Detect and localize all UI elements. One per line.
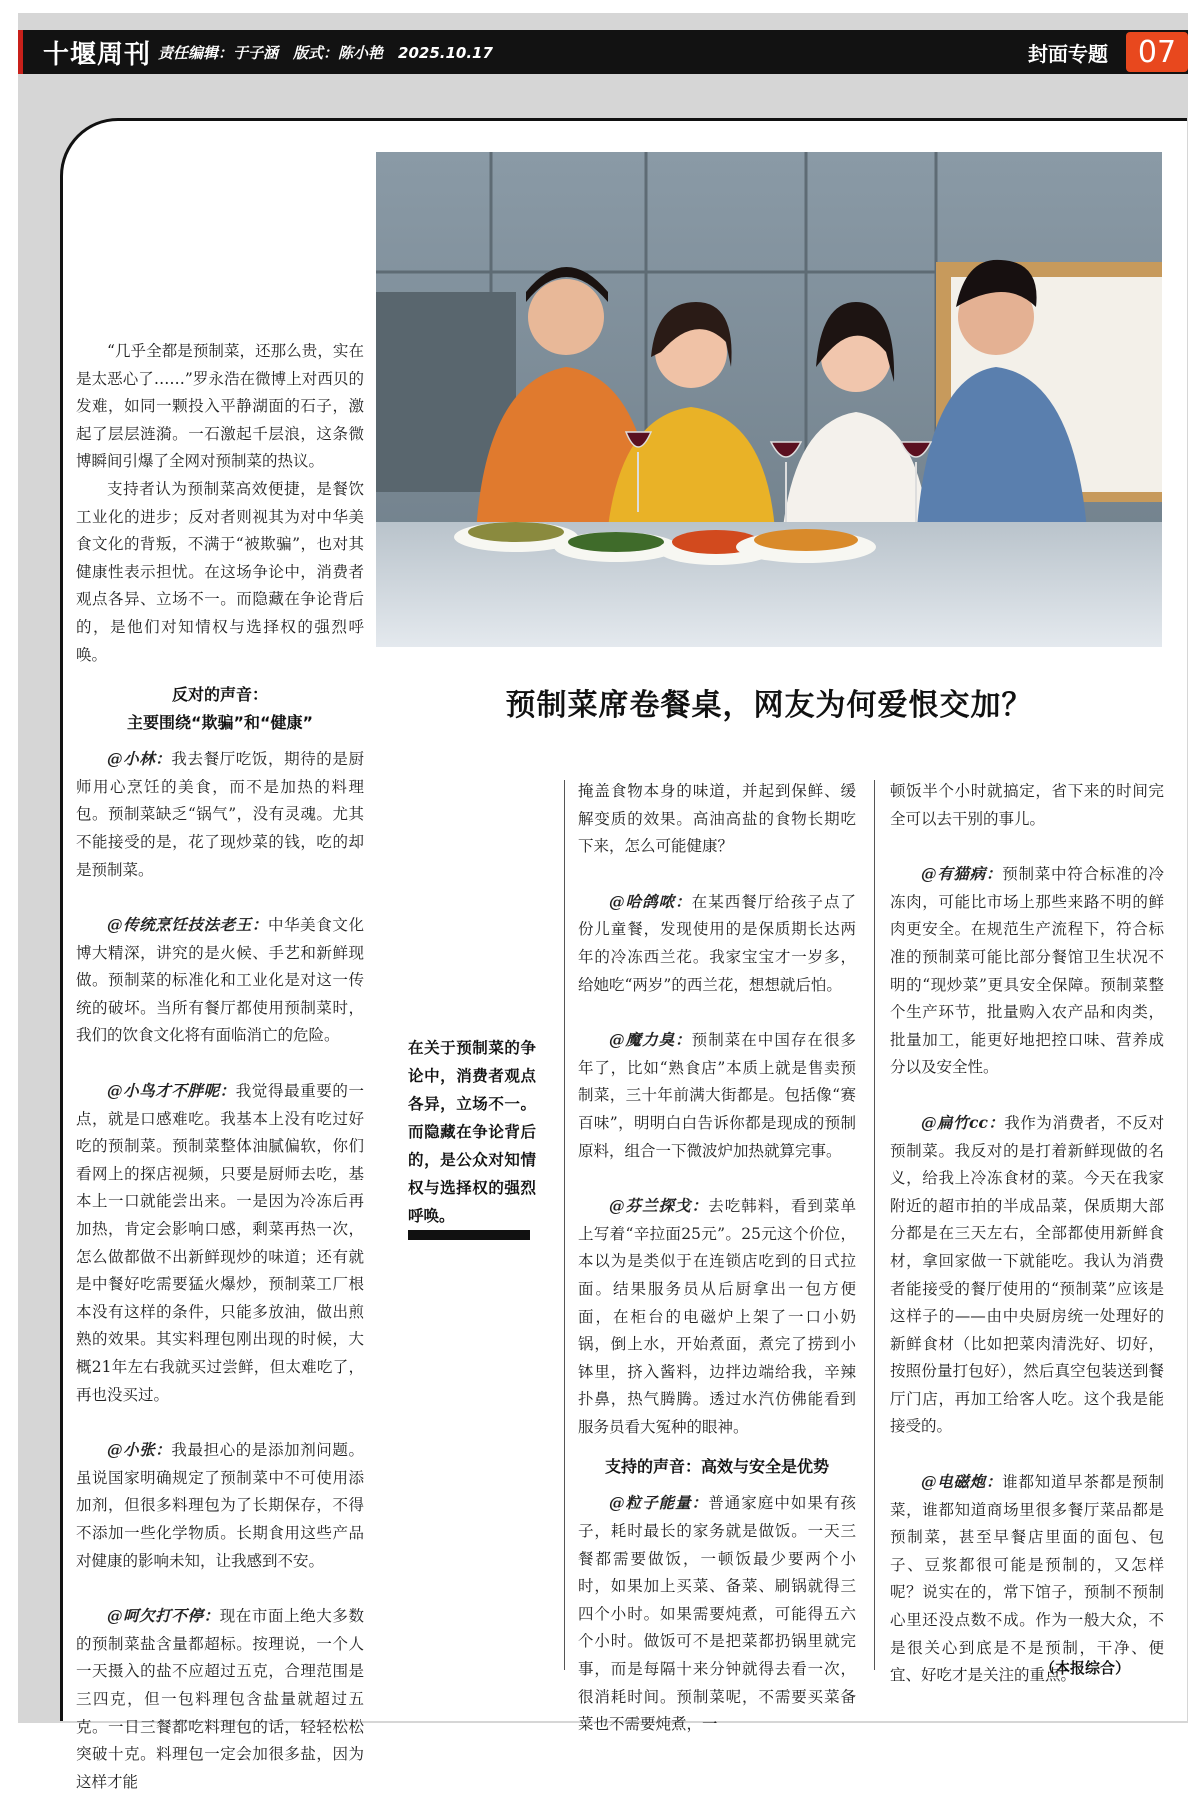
comment-author: @呵欠打不停：: [107, 1606, 220, 1626]
oppose-heading-line2: 主要围绕“欺骗”和“健康”: [126, 713, 314, 733]
comment-text: 预制菜中符合标准的冷冻肉，可能比市场上那些来路不明的鲜肉更安全。在规范生产流程下，符合标准的预制菜可能比部分餐馆卫生状况不明的“现炒菜”更具安全保障。预制菜整个生产环节，批量购入农产品和肉类，批量加工，能更好地把控口味、营养成分以及安全性。: [890, 865, 1164, 1077]
comment-author: @小张：: [107, 1440, 172, 1460]
comment-paragraph: [578, 1192, 856, 1441]
editor-credits: 责任编辑：于子涵 版式：陈小艳 2025.10.17: [158, 43, 493, 62]
masthead: [18, 30, 161, 74]
pull-quote-bar: [408, 1230, 530, 1240]
column-divider: [564, 780, 565, 1670]
page-header: [18, 30, 1188, 74]
comment-author: @扁竹cc：: [921, 1112, 1005, 1132]
continued-paragraph: 掩盖食物本身的味道，并起到保鲜、缓解变质的效果。高油高盐的食物长期吃下来，怎么可能健康？: [578, 782, 856, 856]
section-title: 封面专题: [1028, 41, 1108, 66]
intro-paragraph: 支持者认为预制菜高效便捷，是餐饮工业化的进步；反对者则视其为对中华美食文化的背叛，不满于“被欺骗”，也对其健康性表示担忧。在这场争论中，消费者观点各异、立场不一。而隐藏在争论背后的，是他们对知情权与选择权的强烈呼唤。: [76, 479, 364, 664]
comment-author: @芬兰探戈：: [609, 1196, 709, 1216]
comment-paragraph: [578, 1026, 856, 1165]
comment-paragraph: [890, 1109, 1164, 1441]
comment-author: @魔力臭：: [609, 1030, 692, 1050]
comment-text: 预制菜在中国存在很多年了，比如“熟食店”本质上就是售卖预制菜，三十年前满大街都是。包括像“赛百味”，明明白白告诉你都是现成的预制原料，组合一下微波炉加热就算完事。: [578, 1031, 856, 1160]
comment-text: 我去餐厅吃饭，期待的是厨师用心烹饪的美食，而不是加热的料理包。预制菜缺乏“锅气”，没有灵魂。尤其不能接受的是，花了现炒菜的钱，吃的却是预制菜。: [76, 750, 364, 879]
intro-paragraph: “几乎全都是预制菜，还那么贵，实在是太恶心了……”罗永浩在微博上对西贝的发难，如同一颗投入平静湖面的石子，激起了层层涟漪。一石激起千层浪，这条微博瞬间引爆了全网对预制菜的热议。: [76, 342, 364, 471]
pull-quote: 在关于预制菜的争论中，消费者观点各异，立场不一。而隐藏在争论背后的，是公众对知情权与选择权的强烈呼唤。: [408, 1039, 536, 1225]
page-number: 07: [1126, 32, 1188, 72]
comment-text: 在某西餐厅给孩子点了份儿童餐，发现使用的是保质期长达两年的冷冻西兰花。我家宝宝才一岁多，给她吃“两岁”的西兰花，想想就后怕。: [578, 892, 856, 994]
comment-paragraph: [76, 911, 364, 1050]
comment-text: 普通家庭中如果有孩子，耗时最长的家务就是做饭。一天三餐都需要做饭，一顿饭最少要两个小时，如果加上买菜、备菜、刷锅就得三四个小时。如果需要炖煮，可能得五六个小时。做饭可不是把菜都扔锅里就完事，而是每隔十来分钟就得去看一次，很消耗时间。预制菜呢，不需要买菜备菜也不需要炖煮，一: [578, 1494, 856, 1734]
comment-paragraph: [578, 888, 856, 999]
support-heading: 支持的声音：高效与安全是优势: [604, 1457, 829, 1477]
comment-author: @小林：: [107, 749, 172, 769]
cover-photo: [376, 152, 1162, 647]
comment-text: 我作为消费者，不反对预制菜。我反对的是打着新鲜现做的名义，给我上冷冻食材的菜。今天在我家附近的超市拍的半成品菜，保质期大部分都是在三天左右，全部都使用新鲜食材，拿回家做一下就能吃。我认为消费者能接受的餐厅使用的“预制菜”应该是这样子的——由中央厨房统一处理好的新鲜食材（比如把菜肉清洗好、切好，按照份量打包好），然后真空包装送到餐厅门店，再加工给客人吃。这个我是能接受的。: [890, 1113, 1164, 1436]
comment-text: 现在市面上绝大多数的预制菜盐含量都超标。按理说，一个人一天摄入的盐不应超过五克，合理范围是三四克，但一包料理包含盐量就超过五克。一日三餐都吃料理包的话，轻轻松松突破十克。料理包一定会加很多盐，因为这样才能: [76, 1607, 364, 1791]
comment-author: @粒子能量：: [609, 1493, 709, 1513]
comment-paragraph: [76, 1436, 364, 1575]
comment-author: @有猫病：: [921, 864, 1003, 884]
comment-text: 我觉得最重要的一点，就是口感难吃。我基本上没有吃过好吃的预制菜。预制菜整体油腻偏软，你们看网上的探店视频，只要是厨师去吃，基本上一口就能尝出来。一是因为冷冻后再加热，肯定会影响口感，剩菜再热一次，怎么做都做不出新鲜现炒的味道；还有就是中餐好吃需要猛火爆炒，预制菜工厂根本没有这样的条件，只能多放油，做出煎熟的效果。其实料理包刚出现的时候，大概21年左右我就买过尝鲜，但太难吃了，再也没买过。: [76, 1082, 364, 1404]
column-divider: [874, 780, 875, 1670]
comment-text: 去吃韩料，看到菜单上写着“辛拉面25元”。25元这个价位，本以为是类似于在连锁店吃到的日式拉面。结果服务员从后厨拿出一包方便面，在柜台的电磁炉上架了一口小奶锅，倒上水，开始煮面，煮完了捞到小钵里，挤入酱料，边拌边端给我，辛辣扑鼻，热气腾腾。透过水汽仿佛能看到服务员看大冤种的眼神。: [578, 1197, 856, 1436]
comment-text: 中华美食文化博大精深，讲究的是火候、手艺和新鲜现做。预制菜的标准化和工业化是对这一传统的破坏。当所有餐厅都使用预制菜时，我们的饮食文化将有面临消亡的危险。: [76, 916, 364, 1045]
comment-paragraph: [890, 860, 1164, 1082]
comment-author: @哈鸽哝：: [609, 891, 692, 911]
column-3: [578, 778, 856, 1739]
comment-author: @小鸟才不胖呢：: [107, 1081, 236, 1101]
continued-paragraph: 顿饭半个小时就搞定，省下来的时间完全可以去干别的事儿。: [890, 782, 1164, 828]
comment-author: @传统烹饪技法老王：: [107, 915, 268, 935]
article-headline: 预制菜席卷餐桌，网友为何爱恨交加？: [505, 688, 1033, 723]
column-4: [890, 778, 1164, 1690]
oppose-heading-line1: 反对的声音：: [171, 685, 268, 705]
comment-paragraph: [76, 1077, 364, 1409]
comment-text: 谁都知道早茶都是预制菜，谁都知道商场里很多餐厅菜品都是预制菜，甚至早餐店里面的面包、包子、豆浆都很可能是预制的，又怎样呢？说实在的，常下馆子，预制不预制心里还没点数不成。作为一般大众，不是很关心到底是不是预制，干净、便宜、好吃才是关注的重点。: [890, 1473, 1164, 1685]
comment-author: @电磁炮：: [921, 1472, 1003, 1492]
column-1: [76, 338, 364, 1796]
comment-paragraph: [76, 745, 364, 884]
comment-paragraph: [76, 1602, 364, 1796]
source-note: （本报综合）: [1039, 1659, 1130, 1677]
oppose-heading: [76, 681, 364, 737]
masthead-title: 十堰周刊: [43, 39, 152, 70]
comment-paragraph: [578, 1489, 856, 1738]
comment-text: 我最担心的是添加剂问题。虽说国家明确规定了预制菜中不可使用添加剂，但很多料理包为了长期保存，不得不添加一些化学物质。长期食用这些产品对健康的影响未知，让我感到不安。: [76, 1441, 364, 1570]
